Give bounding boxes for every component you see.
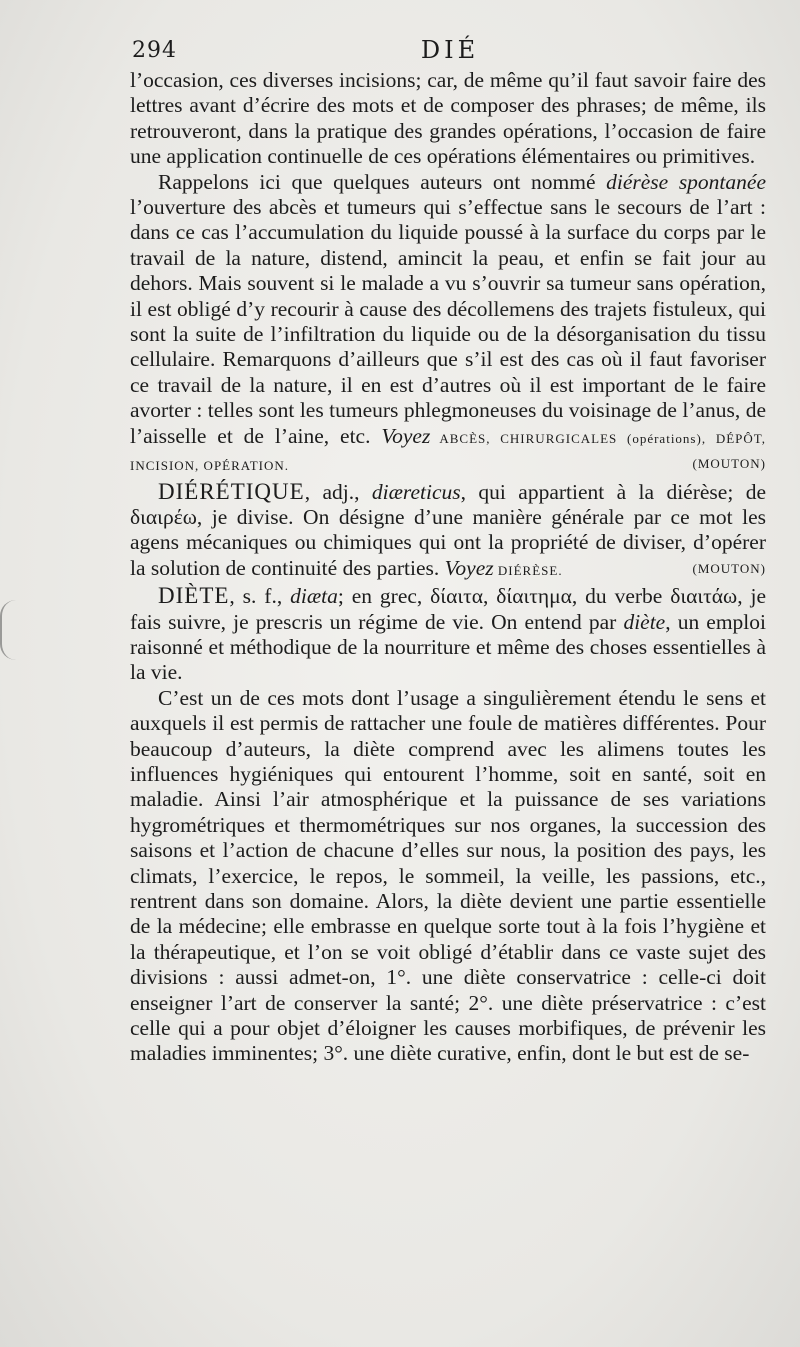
- latin-term: diæta: [290, 584, 338, 609]
- running-head: DIÉ: [420, 36, 480, 64]
- author-signature: (MOUTON): [692, 456, 766, 472]
- text-run: Rappelons ici que quelques auteurs ont nommé: [158, 169, 607, 194]
- entry-diete: [130, 583, 766, 686]
- cross-references: ABCÈS, CHIRURGICALES (opérations), DÉPÔT, INCISION, OPÉRATION.: [130, 430, 766, 474]
- page-number: 294: [132, 38, 177, 63]
- body-text: [130, 68, 766, 1067]
- page-edge-mark: [0, 600, 16, 660]
- text-run: , un emploi raisonné et méthodique de la nourriture et même des choses essentielles à la vie.: [130, 609, 766, 685]
- cross-references: DIÉRÈSE.: [493, 562, 563, 578]
- voyez-label: Voyez: [381, 423, 431, 448]
- text-run: , adj.,: [304, 479, 372, 504]
- text-run: ; en grec, δίαιτα, δίαιτημα, du verbe διαιτάω, je fais suivre, je prescris un régime de vie. On entend par: [130, 584, 766, 634]
- latin-term: diæreticus: [371, 479, 461, 504]
- paragraph-continuation: l’occasion, ces diverses incisions; car, de même qu’il faut savoir faire des lettres avant d’écrire des mots et de composer des phrases; de même, ils retrouveront, dans la pratique des grandes opérations, l’occasion de faire une application continuelle de ces opérations élémentaires ou primitives.: [130, 68, 766, 169]
- italic-term: diérèse spontanée: [606, 169, 766, 194]
- text-run: , qui appartient à la diérèse; de διαιρέω, je divise. On désigne d’une manière générale par ce mot les agens mécaniques ou chimiques qui ont la propriété de diviser, d’opérer la solution de continuité des parties.: [130, 479, 766, 580]
- author-signature: (MOUTON): [692, 560, 766, 576]
- text-run: , s. f.,: [229, 584, 291, 609]
- italic-term: diète: [623, 609, 666, 634]
- paragraph-dierese-spontanee: [130, 170, 766, 479]
- entry-dieretique: [130, 479, 766, 584]
- page-header: [130, 32, 770, 66]
- paragraph-diete-sens: C’est un de ces mots dont l’usage a singulièrement étendu le sens et auxquels il est permis de rattacher une foule de matières différentes. Pour beaucoup d’auteurs, la diète comprend avec les alimens toutes les influences hygiéniques qui entourent l’homme, soit en santé, soit en maladie. Ainsi l’air atmosphérique et la puissance de ses variations hygrométriques et thermométriques sur nos organes, la succession des saisons et l’action de chacune d’elles sur nous, la position des pays, les climats, l’exercice, le repos, le sommeil, la veille, les passions, etc., rentrent dans son domaine. Alors, la diète devient une partie essentielle de la médecine; elle embrasse en quelque sorte tout à la fois l’hygiène et la thérapeutique, et l’on se voit obligé d’établir dans ce vaste sujet des divisions : aussi admet-on, 1°. une diète conservatrice : celle-ci doit enseigner l’art de conserver la santé; 2°. une diète préservatrice : c’est celle qui a pour objet d’éloigner les causes morbifiques, de prévenir les maladies imminentes; 3°. une diète curative, enfin, dont le but est de se-: [130, 685, 766, 1066]
- entry-headword: DIÈTE: [158, 583, 230, 609]
- text-run: l’ouverture des abcès et tumeurs qui s’effectue sans le secours de l’art : dans ce cas l’accumulation du liquide poussé à la surface du corps par le travail de la nature, distend, amincit la peau, et enfin se fait jour au dehors. Mais souvent si le malade a vu s’ouvrir sa tumeur sans opération, il est obligé d’y recourir à cause des décollemens des trajets fistuleux, qui sont la suite de l’infiltration du liquide ou de la désorganisation du tissu cellulaire. Remarquons d’ailleurs que s’il est des cas où il faut favoriser ce travail de la nature, il en est d’autres où il est important de le faire avorter : telles sont les tumeurs phlegmoneuses du voisinage de l’anus, de l’aisselle et de l’aine, etc.: [130, 195, 766, 448]
- voyez-label: Voyez: [444, 555, 494, 580]
- entry-headword: DIÉRÉTIQUE: [158, 478, 305, 504]
